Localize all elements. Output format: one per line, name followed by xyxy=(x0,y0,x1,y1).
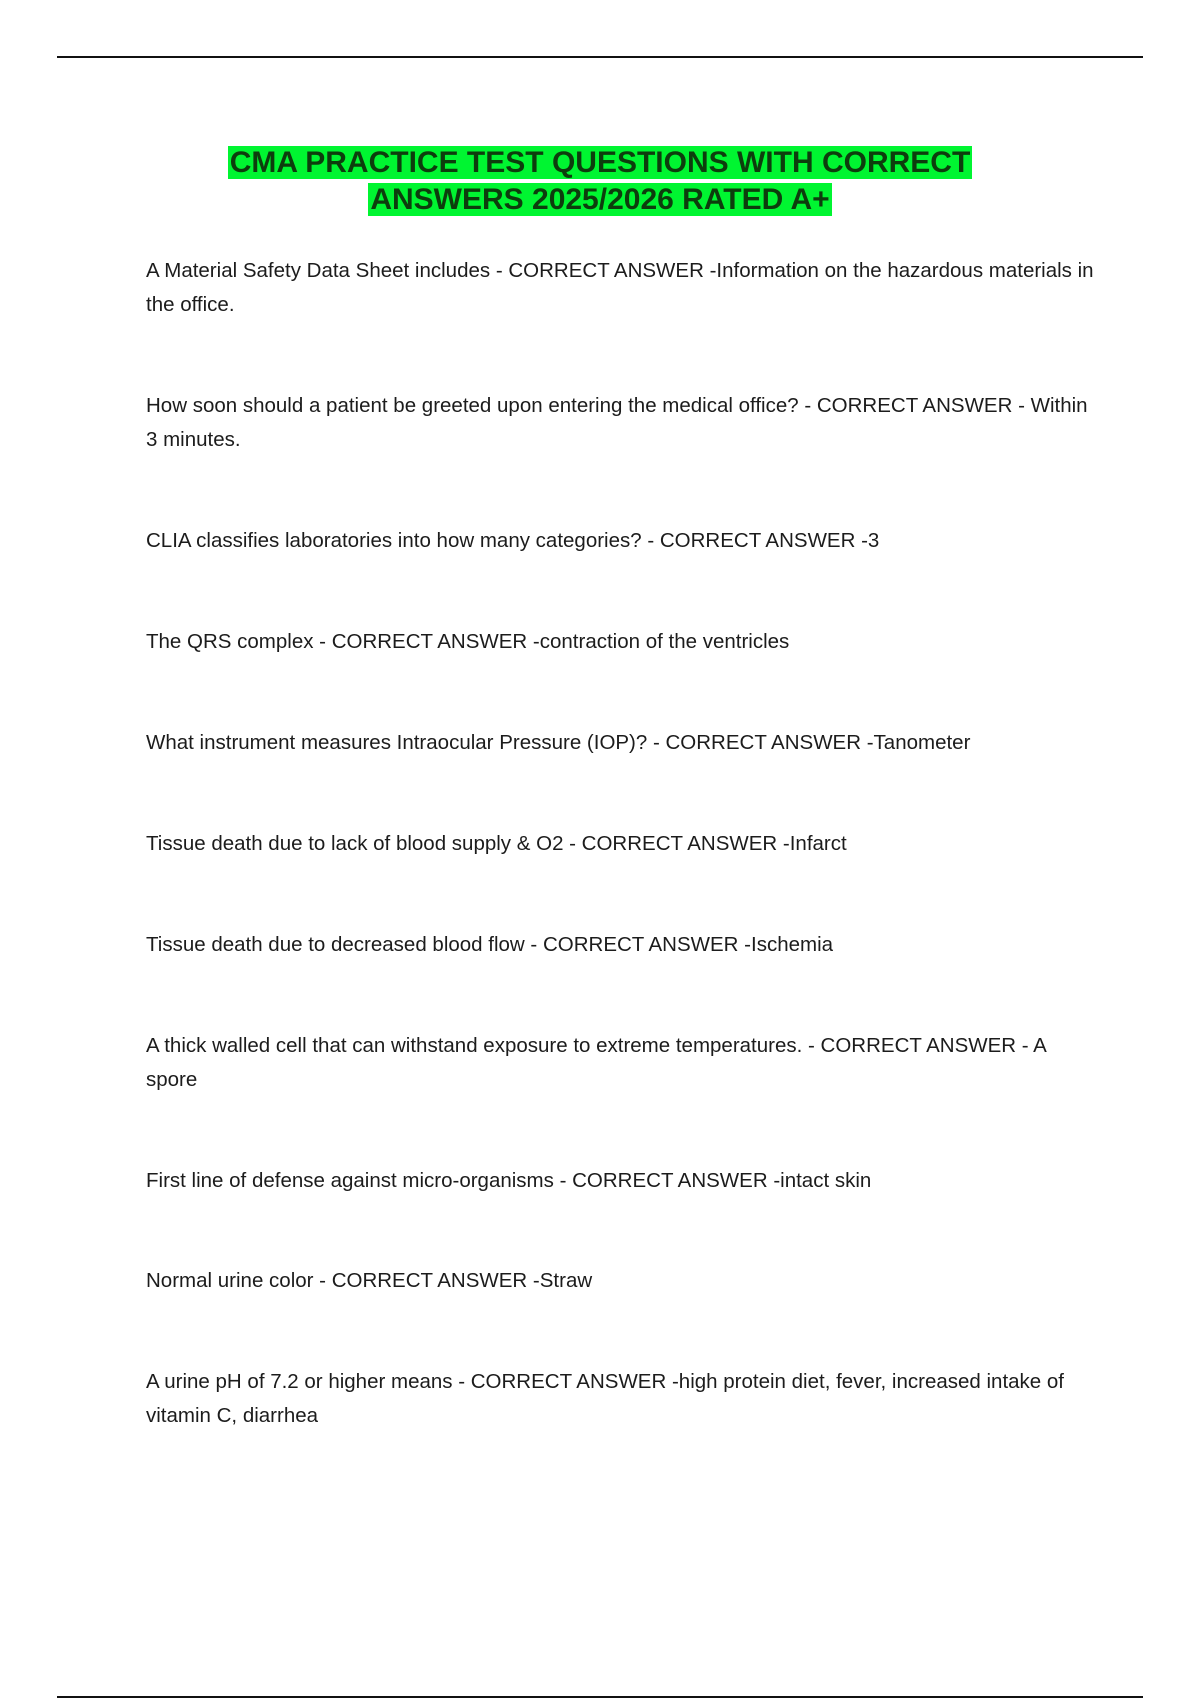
qa-item-clia: CLIA classifies laboratories into how many categories? - CORRECT ANSWER -3 xyxy=(146,529,880,552)
title-line-2: ANSWERS 2025/2026 RATED A+ xyxy=(370,183,830,216)
qa-item-ischemia: Tissue death due to decreased blood flow - CORRECT ANSWER -Ischemia xyxy=(146,933,834,956)
qa-item-urine-color: Normal urine color - CORRECT ANSWER -Straw xyxy=(146,1269,593,1292)
qa-item-iop: What instrument measures Intraocular Pressure (IOP)? - CORRECT ANSWER -Tanometer xyxy=(146,731,971,754)
qa-item-qrs: The QRS complex - CORRECT ANSWER -contraction of the ventricles xyxy=(146,630,790,653)
header-rule xyxy=(57,56,1143,58)
qa-item-msds: A Material Safety Data Sheet includes - CORRECT ANSWER -Information on the hazardous materials in the office. xyxy=(146,259,1094,316)
qa-item-spore: A thick walled cell that can withstand exposure to extreme temperatures. - CORRECT ANSWER - A spore xyxy=(146,1034,1046,1091)
footer-rule xyxy=(57,1696,1143,1698)
qa-item-infarct: Tissue death due to lack of blood supply & O2 - CORRECT ANSWER -Infarct xyxy=(146,832,847,855)
qa-item-skin: First line of defense against micro-organisms - CORRECT ANSWER -intact skin xyxy=(146,1169,872,1192)
title-line-1: CMA PRACTICE TEST QUESTIONS WITH CORRECT xyxy=(229,146,971,179)
qa-item-greeting: How soon should a patient be greeted upon entering the medical office? - CORRECT ANSWER - Within 3 minutes. xyxy=(146,394,1088,451)
document-title xyxy=(100,144,1100,218)
qa-item-urine-ph: A urine pH of 7.2 or higher means - CORRECT ANSWER -high protein diet, fever, increased intake of vitamin C, diarrhea xyxy=(146,1370,1064,1427)
